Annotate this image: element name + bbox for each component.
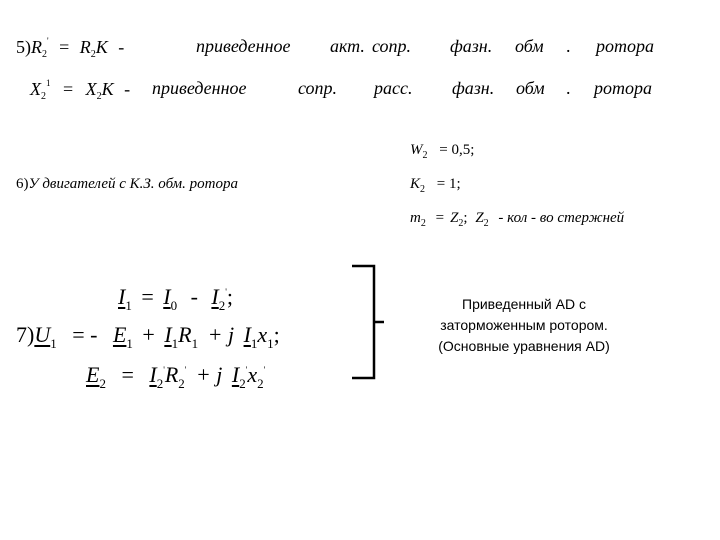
r2k: $R_2K$: [79, 37, 108, 60]
note-line-3: (Основные уравнения AD): [438, 338, 610, 354]
line-6-text: У двигателей с К.З. обм. ротора: [28, 176, 238, 192]
equals-sign: =: [63, 79, 74, 99]
word-akt: акт.: [330, 36, 365, 56]
word-fazn: фазн.: [450, 36, 493, 56]
word-sopr: сопр.: [372, 36, 412, 56]
word-rotora: ротора: [594, 78, 652, 98]
formula-line-6: [16, 176, 238, 193]
formula-line-5: [16, 36, 130, 60]
bracket-icon: [350, 262, 390, 382]
x2-prime: $X_2^1$: [30, 78, 51, 102]
note-line-2: заторможенным ротором.: [440, 317, 608, 333]
word-sopr: сопр.: [298, 78, 338, 98]
word-privedennoe: приведенное: [196, 36, 291, 56]
word-privedennoe: приведенное: [152, 78, 247, 98]
item-number-5: 5): [16, 37, 31, 57]
m2-formula: $m_2 = Z_2$; $Z_2$ - кол - во стержней: [410, 210, 625, 229]
k2-formula: $K_2 = 1$;: [410, 176, 461, 195]
item-number-7: 7): [16, 322, 35, 347]
dash: -: [124, 79, 131, 99]
equals-sign: =: [59, 37, 70, 57]
note-line-1: Приведенный AD с: [462, 296, 586, 312]
w2-formula: $W_2 = 0,5$;: [410, 142, 475, 161]
eq7-row-2: $7)U_1$ = - $E_1 + I_1R_1 + j$ $I_1x_1$;: [16, 322, 280, 351]
note-text: [394, 294, 654, 357]
word-rotora: ротора: [596, 36, 654, 56]
item-number-6: 6): [16, 176, 29, 192]
word-obm: обм: [516, 78, 545, 98]
eq7-row-3: $E_2 = I_2'R_2' + j$ $I_2'x_2'$: [86, 362, 266, 391]
formula-line-5b: [30, 78, 136, 102]
x2k: $X_2K$: [85, 79, 114, 102]
eq7-row-1: $I_1 = I_0 - I_2'$;: [118, 284, 233, 313]
dash: -: [118, 37, 125, 57]
dot: .: [566, 78, 571, 98]
word-fazn: фазн.: [452, 78, 495, 98]
dot: .: [566, 36, 571, 56]
word-rass: расс.: [374, 78, 413, 98]
word-obm: обм: [515, 36, 544, 56]
r2-prime: $R_2'$: [31, 36, 49, 60]
